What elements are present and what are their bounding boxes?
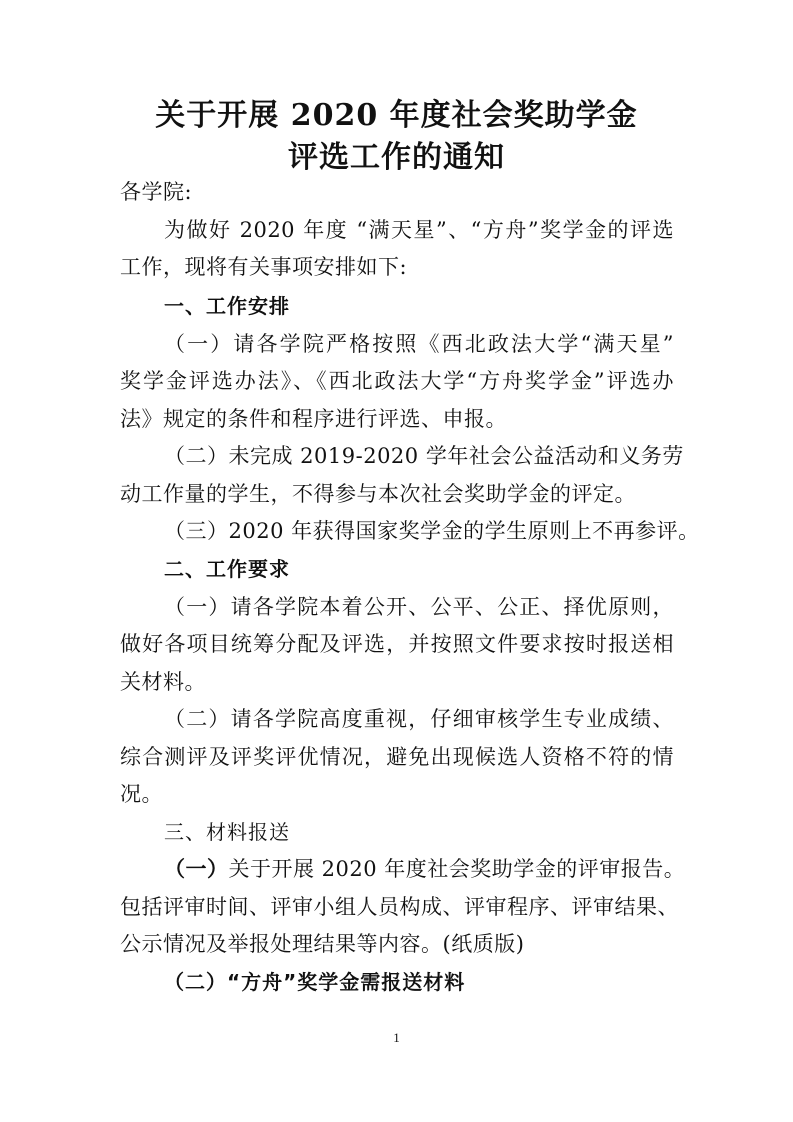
intro-line-1: 为做好 2020 年度 “满天星”、“方舟”奖学金的评选 [164, 218, 674, 242]
section-3-item-1-text: 关于开展 2020 年度社会奖助学金的评审报告。 [228, 857, 686, 881]
section-2-item-1-line-3: 关材料。 [120, 670, 206, 694]
section-1-item-1-line-1: （一）请各学院严格按照《西北政法大学“满天星” [164, 332, 674, 356]
section-3-item-1-line-1 [164, 855, 685, 883]
section-1-heading: 一、工作安排 [164, 294, 290, 318]
section-1-item-1-line-2: 奖学金评选办法》、《西北政法大学“方舟奖学金”评选办 [120, 369, 674, 393]
section-2-item-1-line-1: （一）请各学院本着公开、公平、公正、择优原则， [164, 595, 674, 619]
section-3-item-2-line-1: （二）“方舟”奖学金需报送材料 [164, 970, 466, 994]
section-3-item-1-prefix: （一） [164, 856, 229, 881]
page-number: 1 [393, 1030, 400, 1045]
document-title-line-1: 关于开展 2020 年度社会奖助学金 [155, 98, 638, 133]
salutation: 各学院: [120, 180, 193, 204]
section-1-item-1-line-3: 法》规定的条件和程序进行评选、申报。 [120, 407, 507, 431]
intro-line-2: 工作，现将有关事项安排如下: [120, 255, 408, 279]
section-1-item-3-line-1: （三）2020 年获得国家奖学金的学生原则上不再参评。 [164, 519, 700, 543]
section-2-item-1-line-2: 做好各项目统筹分配及评选，并按照文件要求按时报送相 [120, 632, 674, 656]
section-2-heading: 二、工作要求 [164, 557, 290, 581]
section-2-item-2-line-3: 况。 [120, 782, 163, 806]
section-2-item-2-line-2: 综合测评及评奖评优情况，避免出现候选人资格不符的情 [120, 745, 674, 769]
section-3-item-1-line-3: 公示情况及举报处理结果等内容。(纸质版) [120, 932, 525, 956]
section-1-item-2-line-2: 动工作量的学生，不得参与本次社会奖助学金的评定。 [120, 482, 636, 506]
section-3-heading: 三、材料报送 [164, 820, 290, 844]
section-2-item-2-line-1: （二）请各学院高度重视，仔细审核学生专业成绩、 [164, 707, 674, 731]
section-1-item-2-line-1: （二）未完成 2019-2020 学年社会公益活动和义务劳 [164, 444, 684, 468]
section-3-item-1-line-2: 包括评审时间、评审小组人员构成、评审程序、评审结果、 [120, 895, 679, 919]
document-title-line-2: 评选工作的通知 [288, 140, 505, 175]
